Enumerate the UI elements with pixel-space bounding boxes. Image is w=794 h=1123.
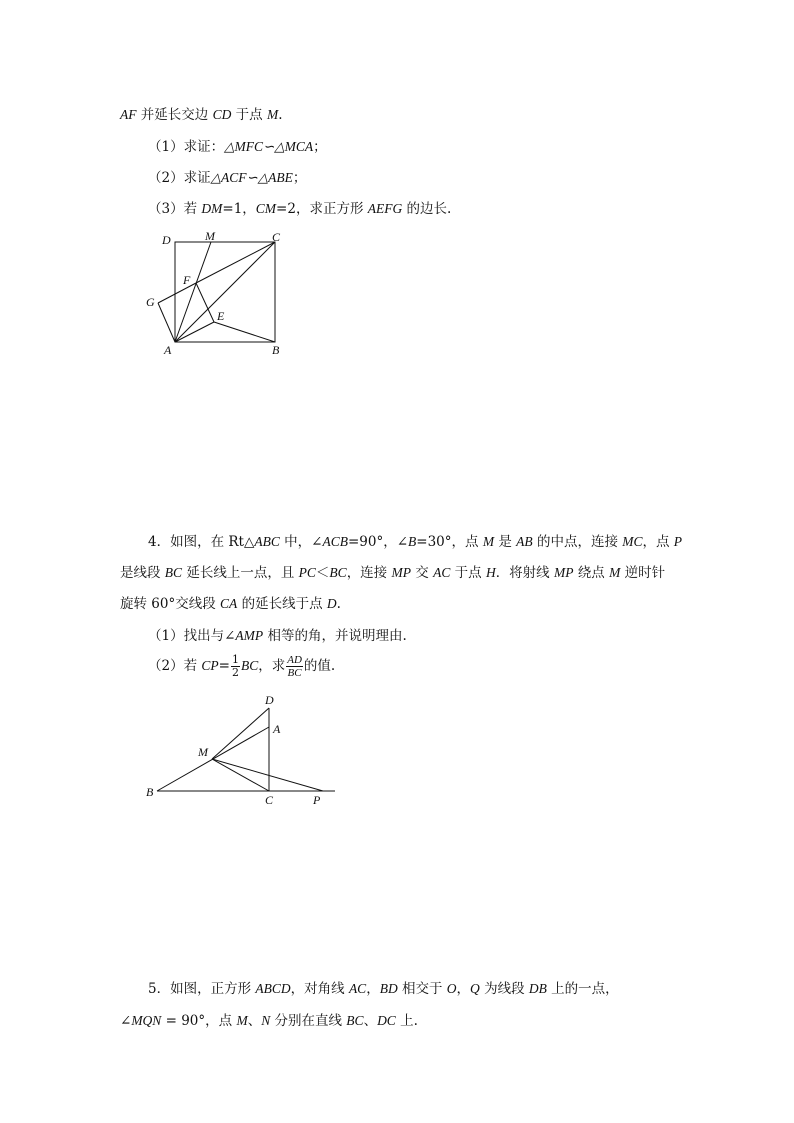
q3-intro-line: AF 并延长交边 CD 于点 M. xyxy=(120,107,283,123)
label-m: M xyxy=(198,745,208,759)
label-a: A xyxy=(273,722,281,736)
q4-part2: （2）若 CP= $\frac{1}{2}$ BC，求 $\frac{AD}{BC}$ 的值. xyxy=(148,653,336,679)
q3-square-figure xyxy=(140,225,300,365)
q3-part1: （1）求证：△MFC∽△MCA； xyxy=(148,139,327,155)
label-f: F xyxy=(183,273,191,287)
fraction-one-half: $\frac{1}{2}$ xyxy=(231,653,239,679)
segment-ac xyxy=(175,242,275,342)
label-p: P xyxy=(313,793,321,807)
label-b: B xyxy=(272,343,280,357)
segment-fc xyxy=(196,242,275,283)
segment-am xyxy=(175,242,211,342)
segment-mp xyxy=(212,759,323,791)
segment-be xyxy=(214,322,275,342)
q3-part3: （3）若 DM=1，CM=2，求正方形 AEFG 的边长. xyxy=(148,201,452,217)
label-c: C xyxy=(272,230,281,244)
segment-ef xyxy=(196,283,214,322)
q5-line1: 5．如图，正方形 ABCD，对角线 AC，BD 相交于 O，Q 为线段 DB 上的一点， xyxy=(148,981,619,997)
q3-part2: （2）求证△ACF∽△ABE； xyxy=(148,170,307,186)
label-a: A xyxy=(164,343,172,357)
label-e: E xyxy=(217,309,225,323)
label-c: C xyxy=(265,793,274,807)
segment-mc xyxy=(212,759,269,791)
q4-part1: （1）找出与∠AMP 相等的角，并说明理由. xyxy=(148,628,407,644)
q4-line1: 4．如图，在 Rt△ABC 中，∠ACB=90°，∠B=30°，点 M 是 AB 的中点，连接 MC，点 P xyxy=(148,534,683,550)
label-d: D xyxy=(265,693,274,707)
segment-ga xyxy=(158,303,175,342)
q5-line2: ∠MQN = 90°，点 M、N 分别在直线 BC、DC 上. xyxy=(120,1013,418,1029)
fraction-ad-over-bc: $\frac{AD}{BC}$ xyxy=(287,654,302,679)
q4-triangle-figure xyxy=(140,690,340,810)
q4-line3: 旋转 60°交线段 CA 的延长线于点 D. xyxy=(120,596,341,612)
segment-md xyxy=(212,708,269,759)
q4-line2: 是线段 BC 延长线上一点，且 PC＜BC，连接 MP 交 AC 于点 H．将射线 MP 绕点 M 逆时针 xyxy=(120,565,666,581)
label-b: B xyxy=(146,785,154,799)
label-m: M xyxy=(205,229,215,243)
label-g: G xyxy=(146,295,155,309)
label-d: D xyxy=(162,233,171,247)
